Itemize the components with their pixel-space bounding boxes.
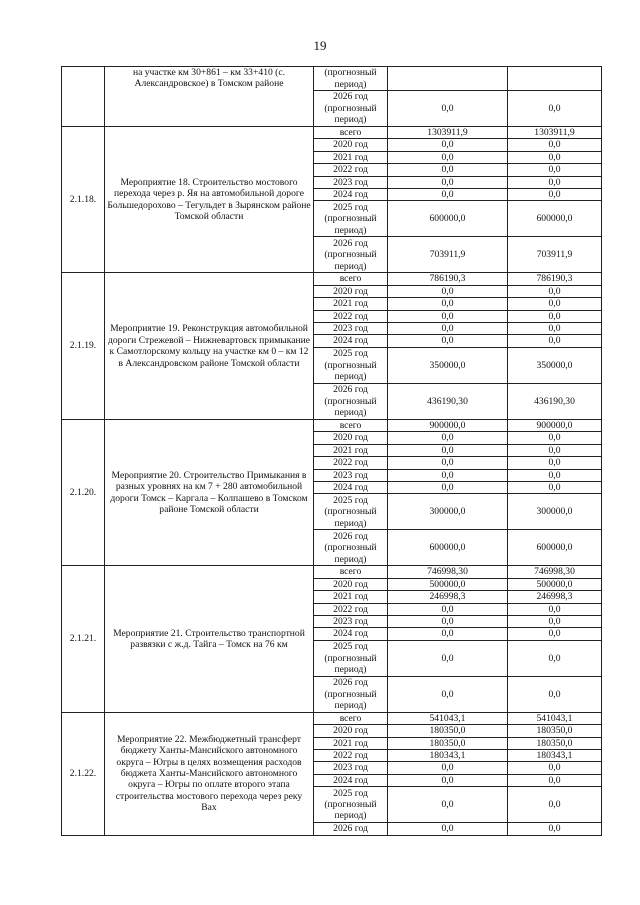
value-budget: 350000,0 <box>508 347 602 383</box>
value-budget: 0,0 <box>508 774 602 786</box>
period-label: 2023 год <box>314 176 388 188</box>
value-total: 0,0 <box>388 615 508 627</box>
value-budget: 541043,1 <box>508 712 602 724</box>
measure-description: Мероприятие 18. Строительство мостового перехода через р. Яя на автомобильной дороге Большедорохово – Тегульдет в Зырянском районе Томской области <box>105 127 314 273</box>
value-total: 541043,1 <box>388 712 508 724</box>
period-label: 2024 год <box>314 628 388 640</box>
table-row <box>62 67 602 91</box>
period-label: 2026 год (прогнозный период) <box>314 91 388 127</box>
measure-code: 2.1.22. <box>62 712 105 835</box>
period-label: 2025 год (прогнозный период) <box>314 494 388 530</box>
value-total: 0,0 <box>388 457 508 469</box>
table-row <box>62 419 602 431</box>
value-total: 0,0 <box>388 640 508 676</box>
value-total: 0,0 <box>388 91 508 127</box>
value-budget: 0,0 <box>508 139 602 151</box>
value-total: 246998,3 <box>388 591 508 603</box>
period-label: 2021 год <box>314 298 388 310</box>
value-budget: 0,0 <box>508 457 602 469</box>
measure-code: 2.1.18. <box>62 127 105 273</box>
value-budget: 0,0 <box>508 823 602 835</box>
value-budget <box>508 67 602 91</box>
period-label: 2026 год (прогнозный период) <box>314 676 388 712</box>
value-budget: 0,0 <box>508 91 602 127</box>
measure-code: 2.1.20. <box>62 419 105 565</box>
period-label: 2021 год <box>314 591 388 603</box>
value-total: 180343,1 <box>388 749 508 761</box>
value-total: 0,0 <box>388 335 508 347</box>
period-label: всего <box>314 419 388 431</box>
value-budget: 180343,1 <box>508 749 602 761</box>
value-budget: 600000,0 <box>508 530 602 566</box>
value-total: 0,0 <box>388 323 508 335</box>
period-label: 2024 год <box>314 189 388 201</box>
value-budget: 786190,3 <box>508 273 602 285</box>
table-row <box>62 273 602 285</box>
value-budget: 0,0 <box>508 481 602 493</box>
value-budget: 0,0 <box>508 444 602 456</box>
value-total: 1303911,9 <box>388 127 508 139</box>
value-total: 0,0 <box>388 676 508 712</box>
value-total: 0,0 <box>388 481 508 493</box>
value-budget: 703911,9 <box>508 237 602 273</box>
value-budget: 0,0 <box>508 469 602 481</box>
value-total: 0,0 <box>388 787 508 823</box>
value-budget: 0,0 <box>508 298 602 310</box>
value-total: 703911,9 <box>388 237 508 273</box>
period-label: 2021 год <box>314 151 388 163</box>
value-total: 0,0 <box>388 432 508 444</box>
value-total: 0,0 <box>388 823 508 835</box>
period-label: всего <box>314 566 388 578</box>
measure-description: Мероприятие 21. Строительство транспортной развязки с ж.д. Тайга – Томск на 76 км <box>105 566 314 712</box>
table-row <box>62 712 602 724</box>
value-budget: 180350,0 <box>508 737 602 749</box>
value-budget: 180350,0 <box>508 725 602 737</box>
value-total <box>388 67 508 91</box>
period-label: 2022 год <box>314 749 388 761</box>
budget-table <box>61 66 602 836</box>
value-budget: 0,0 <box>508 640 602 676</box>
value-budget: 600000,0 <box>508 201 602 237</box>
period-label: 2026 год (прогнозный период) <box>314 383 388 419</box>
value-total: 180350,0 <box>388 725 508 737</box>
value-total: 0,0 <box>388 164 508 176</box>
period-label: 2026 год <box>314 823 388 835</box>
value-budget: 0,0 <box>508 310 602 322</box>
value-total: 0,0 <box>388 298 508 310</box>
value-total: 0,0 <box>388 285 508 297</box>
value-budget: 0,0 <box>508 285 602 297</box>
measure-code <box>62 67 105 127</box>
period-label: 2022 год <box>314 310 388 322</box>
value-budget: 0,0 <box>508 676 602 712</box>
value-total: 0,0 <box>388 176 508 188</box>
value-budget: 0,0 <box>508 151 602 163</box>
period-label: 2020 год <box>314 139 388 151</box>
value-total: 746998,30 <box>388 566 508 578</box>
value-total: 0,0 <box>388 469 508 481</box>
value-budget: 0,0 <box>508 335 602 347</box>
period-label: 2023 год <box>314 762 388 774</box>
measure-code: 2.1.21. <box>62 566 105 712</box>
value-total: 0,0 <box>388 310 508 322</box>
measure-description: Мероприятие 19. Реконструкция автомобильной дороги Стрежевой – Нижневартовск примыкание к Самотлорскому кольцу на участке км 0 – км 12 в Александровском районе Томской области <box>105 273 314 419</box>
period-label: (прогнозный период) <box>314 67 388 91</box>
period-label: 2024 год <box>314 481 388 493</box>
period-label: 2025 год (прогнозный период) <box>314 201 388 237</box>
value-total: 0,0 <box>388 603 508 615</box>
page-number: 19 <box>313 38 327 53</box>
value-budget: 0,0 <box>508 432 602 444</box>
period-label: 2023 год <box>314 469 388 481</box>
value-total: 0,0 <box>388 762 508 774</box>
value-budget: 900000,0 <box>508 419 602 431</box>
period-label: 2020 год <box>314 285 388 297</box>
measure-description: Мероприятие 20. Строительство Примыкания в разных уровнях на км 7 + 280 автомобильной дороги Томск – Каргала – Колпашево в Томском районе Томской области <box>105 419 314 565</box>
period-label: всего <box>314 127 388 139</box>
value-total: 900000,0 <box>388 419 508 431</box>
period-label: 2024 год <box>314 774 388 786</box>
period-label: 2021 год <box>314 444 388 456</box>
value-budget: 746998,30 <box>508 566 602 578</box>
value-budget: 0,0 <box>508 603 602 615</box>
value-budget: 300000,0 <box>508 494 602 530</box>
measure-code: 2.1.19. <box>62 273 105 419</box>
table-row <box>62 127 602 139</box>
value-budget: 1303911,9 <box>508 127 602 139</box>
value-budget: 0,0 <box>508 323 602 335</box>
period-label: 2020 год <box>314 432 388 444</box>
value-budget: 0,0 <box>508 787 602 823</box>
table-row <box>62 566 602 578</box>
period-label: 2025 год (прогнозный период) <box>314 347 388 383</box>
period-label: 2022 год <box>314 457 388 469</box>
value-total: 0,0 <box>388 774 508 786</box>
period-label: 2021 год <box>314 737 388 749</box>
period-label: 2025 год (прогнозный период) <box>314 640 388 676</box>
value-total: 180350,0 <box>388 737 508 749</box>
period-label: 2020 год <box>314 578 388 590</box>
value-budget: 0,0 <box>508 176 602 188</box>
period-label: всего <box>314 273 388 285</box>
period-label: 2024 год <box>314 335 388 347</box>
period-label: 2020 год <box>314 725 388 737</box>
period-label: всего <box>314 712 388 724</box>
value-budget: 500000,0 <box>508 578 602 590</box>
value-total: 500000,0 <box>388 578 508 590</box>
period-label: 2022 год <box>314 164 388 176</box>
measure-description: на участке км 30+861 – км 33+410 (с. Александровское) в Томском районе <box>105 67 314 127</box>
period-label: 2022 год <box>314 603 388 615</box>
measure-description: Мероприятие 22. Межбюджетный трансферт бюджету Ханты-Мансийского автономного округа – Югры в целях возмещения расходов бюджета Ханты-Мансийского автономного округа – Югры по оплате второго этапа строительства мостового перехода через реку Вах <box>105 712 314 835</box>
period-label: 2026 год (прогнозный период) <box>314 530 388 566</box>
period-label: 2023 год <box>314 323 388 335</box>
value-budget: 246998,3 <box>508 591 602 603</box>
value-total: 786190,3 <box>388 273 508 285</box>
value-total: 300000,0 <box>388 494 508 530</box>
period-label: 2025 год (прогнозный период) <box>314 787 388 823</box>
period-label: 2023 год <box>314 615 388 627</box>
value-total: 0,0 <box>388 628 508 640</box>
value-total: 0,0 <box>388 139 508 151</box>
period-label: 2026 год (прогнозный период) <box>314 237 388 273</box>
value-budget: 0,0 <box>508 762 602 774</box>
value-budget: 0,0 <box>508 615 602 627</box>
value-total: 600000,0 <box>388 201 508 237</box>
value-total: 436190,30 <box>388 383 508 419</box>
value-total: 350000,0 <box>388 347 508 383</box>
value-budget: 0,0 <box>508 164 602 176</box>
value-total: 600000,0 <box>388 530 508 566</box>
value-total: 0,0 <box>388 151 508 163</box>
value-total: 0,0 <box>388 189 508 201</box>
value-budget: 0,0 <box>508 189 602 201</box>
value-total: 0,0 <box>388 444 508 456</box>
value-budget: 436190,30 <box>508 383 602 419</box>
value-budget: 0,0 <box>508 628 602 640</box>
